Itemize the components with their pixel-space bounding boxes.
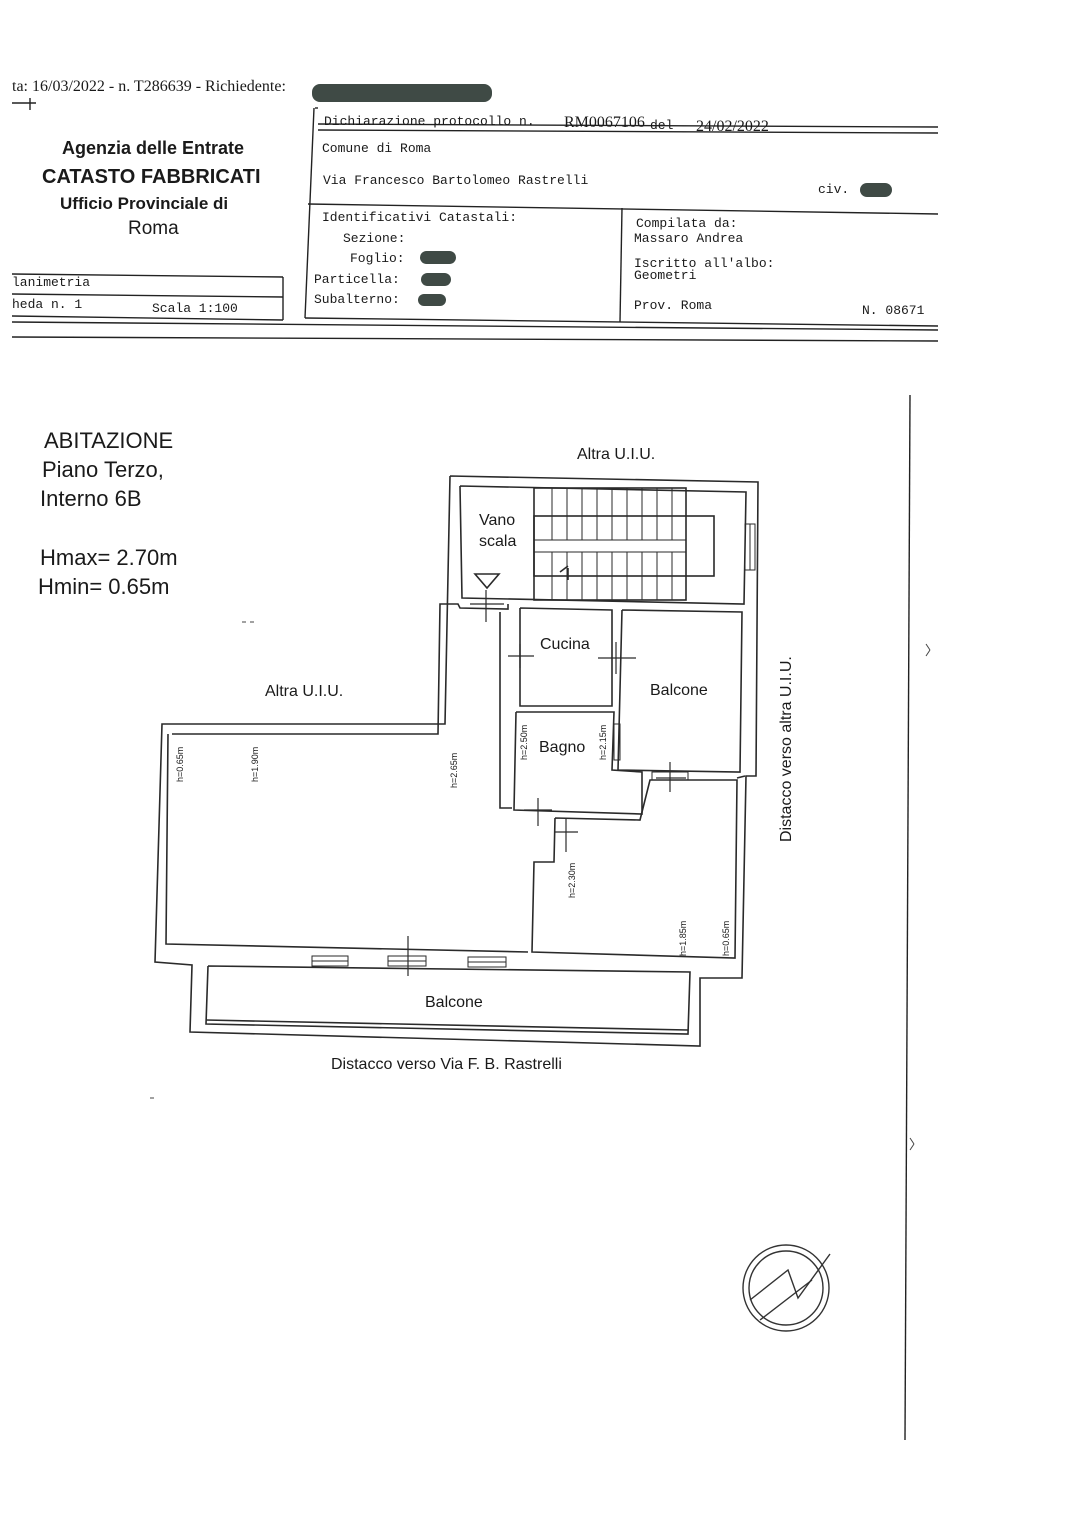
unit-hmax: Hmax= 2.70m (40, 545, 178, 570)
agency-city: Roma (128, 218, 179, 239)
height-label: h=1.85m (678, 920, 688, 956)
redacted-requester (312, 84, 492, 102)
protocol-date: 24/02/2022 (696, 118, 769, 135)
height-label: h=2.30m (567, 862, 577, 898)
comune: Comune di Roma (322, 141, 432, 156)
room-scala: scala (479, 533, 517, 550)
address: Via Francesco Bartolomeo Rastrelli (323, 173, 589, 188)
compiler-province: Prov. Roma (634, 298, 713, 313)
height-label: h=1.90m (250, 746, 260, 782)
redacted-foglio (420, 251, 456, 264)
doc-sheet: heda n. 1 (12, 297, 83, 312)
agency-name: Agenzia delle Entrate (62, 138, 245, 158)
protocol-del: del (650, 118, 674, 133)
height-label: h=2.65m (449, 752, 459, 788)
unit-floor: Piano Terzo, (42, 457, 164, 482)
height-label: h=0.65m (175, 746, 185, 782)
redacted-civ (860, 183, 892, 197)
label-altra-top: Altra U.I.U. (577, 446, 656, 463)
height-label: h=2.15m (598, 724, 608, 760)
protocol-number: RM0067106 (564, 114, 645, 131)
height-label: h=2.50m (519, 724, 529, 760)
label-distacco-bottom: Distacco verso Via F. B. Rastrelli (331, 1056, 562, 1073)
cadastre-seal (743, 1245, 830, 1331)
room-balcone-small: Balcone (650, 682, 708, 699)
compiler-label: Compilata da: (636, 216, 738, 231)
albo-label: Iscritto all'albo: (634, 256, 775, 271)
agency-dept: CATASTO FABBRICATI (42, 166, 261, 188)
room-bagno: Bagno (539, 739, 586, 756)
identifiers-heading: Identificativi Catastali: (322, 210, 518, 225)
label-altra-left: Altra U.I.U. (265, 683, 344, 700)
agency-office: Ufficio Provinciale di (60, 194, 229, 213)
sezione-label: Sezione: (343, 231, 406, 246)
civ-label: civ. (818, 182, 850, 197)
label-distacco-right: Distacco verso altra U.I.U. (778, 656, 795, 842)
compiler-number: N. 08671 (862, 303, 925, 318)
particella-label: Particella: (314, 272, 400, 287)
room-balcone-big: Balcone (425, 994, 483, 1011)
albo-value: Geometri (634, 268, 697, 283)
room-cucina: Cucina (540, 636, 590, 653)
unit-hmin: Hmin= 0.65m (38, 574, 170, 599)
height-label: h=0.65m (721, 920, 731, 956)
foglio-label: Foglio: (350, 251, 405, 266)
print-info-line: ta: 16/03/2022 - n. T286639 - Richiedente: (12, 78, 286, 95)
room-vano: Vano (479, 512, 516, 529)
redacted-subalterno (418, 294, 446, 306)
unit-interno: Interno 6B (40, 486, 142, 511)
subalterno-label: Subalterno: (314, 292, 400, 307)
header-frame (12, 98, 938, 1440)
unit-type: ABITAZIONE (44, 428, 174, 453)
redacted-particella (421, 273, 451, 286)
doc-type: lanimetria (12, 275, 91, 290)
compiler-name: Massaro Andrea (634, 231, 744, 246)
protocol-label: Dichiarazione protocollo n. (324, 114, 535, 129)
doc-scale: Scala 1:100 (152, 301, 238, 316)
